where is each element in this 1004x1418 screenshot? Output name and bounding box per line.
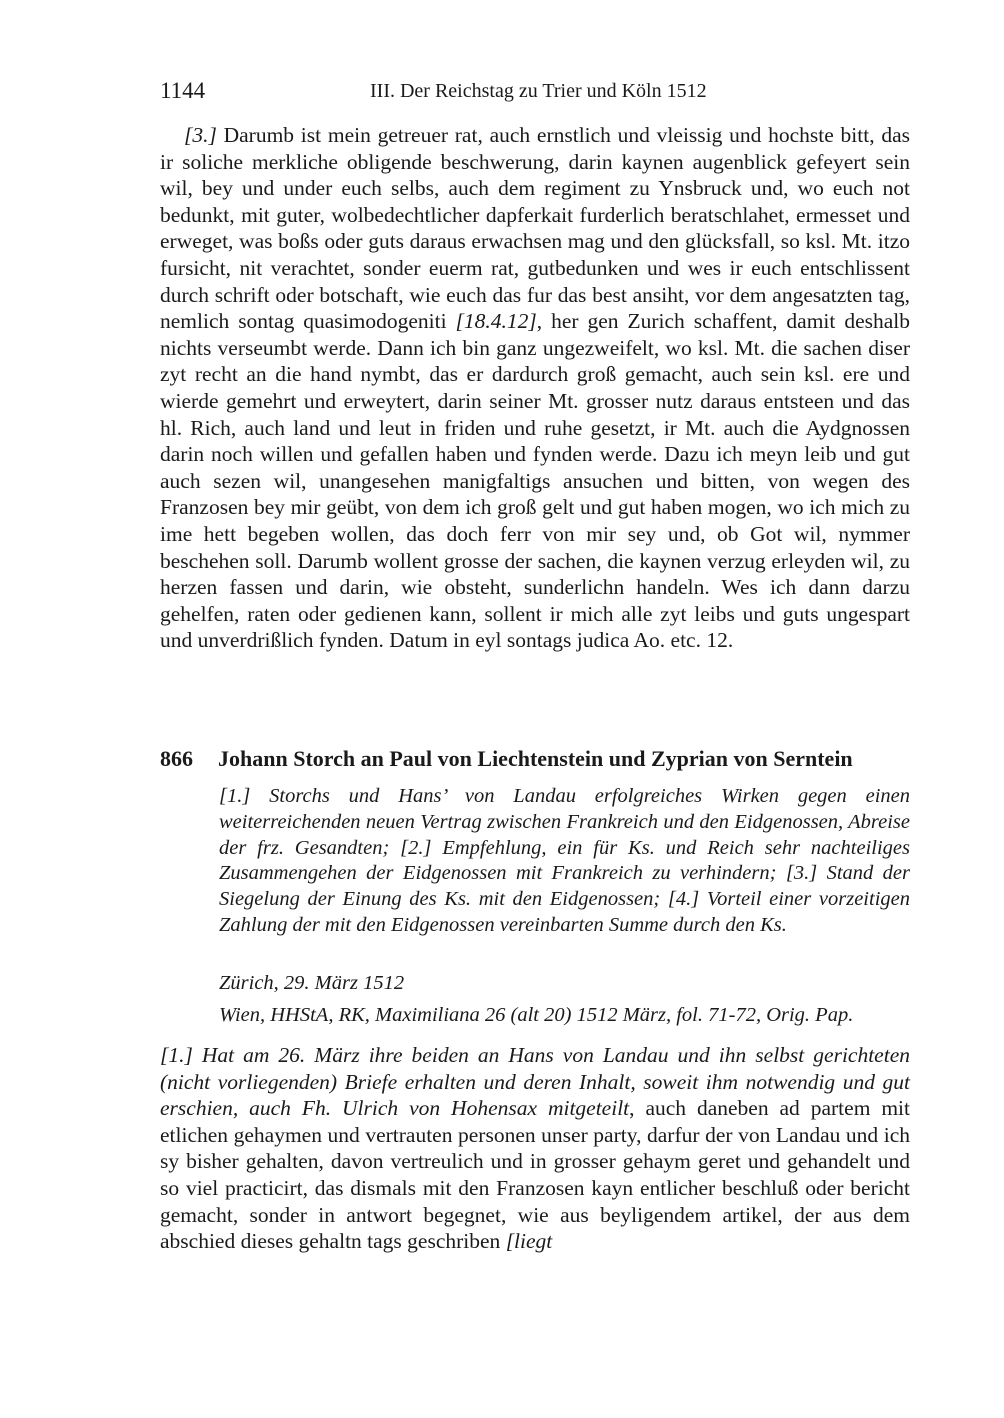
entry-source: Wien, HHStA, RK, Maximiliana 26 (alt 20) 1512 März, fol. 71-72, Orig. Pap. [219,1004,854,1026]
body-paragraph-2 [160,1042,910,1255]
paragraph-text: , her gen Zurich schaffent, damit deshalb nichts verseumbt werde. Dann ich bin ganz ungezweifelt, wo ksl. Mt. die sachen diser zyt recht an die hand nymbt, das er dardurch groß gemacht, auch sein ksl. ere und wierde gemehrt und erweytert, darin seiner Mt. grosser nutz daraus entsteen und das hl. Rich, auch land und leut in friden und ruhe gesetzt, ir Mt. auch die Aydgnossen darin noch willen und gefallen haben und fynden werde. Dazu ich meyn leib und gut auch sezen wil, unangesehen manigfaltigs ansuchen und bitten, von wegen des Franzosen bey mir geübt, von dem ich groß gelt und gut haben mogen, wo ich mich zu ime hett begeben wollen, das doch ferr von mir sey und, ob Got wil, nymmer beschehen soll. Darumb wollent grosse der sachen, die kaynen verzug erleyden wil, zu herzen fassen und darin, wie obsteht, sunderlichn handeln. Wes ich dann darzu gehelfen, raten oder gedienen kann, sollent ir mich alle zyt leibs und guts ungespart und unverdrißlich fynden. Datum in eyl sontags judica Ao. etc. 12. [160,309,910,653]
paragraph-text: , auch daneben ad partem mit etlichen gehaymen und vertrauten personen unser party, darfur der von Landau und ich sy bisher gehalten, davon vertreulich und in grosser gehaym geret und gehandelt und so viel practicirt, das dismals mit den Franzosen kayn entlicher beschluß oder bericht gemacht, sonder in antwort begegnet, wie aus beyligendem artikel, der aus dem abschied dieses gehaltn tags geschriben [160,1096,911,1254]
editorial-note: [liegt [505,1229,553,1254]
entry-number: 866 [160,746,193,771]
running-title: III. Der Reichstag zu Trier und Köln 1512 [370,80,707,102]
section-marker: [3.] [184,123,217,147]
page-header [160,78,910,108]
entry-heading [160,746,920,772]
entry-date: Zürich, 29. März 1512 [219,972,405,994]
page-number: 1144 [160,78,206,103]
entry-regest: [1.] Storchs und Hans’ von Landau erfolgreiches Wirken gegen einen weiterreichenden neuen Vertrag zwischen Frankreich und den Eidgenossen, Abreise der frz. Gesandten; [2.] Empfehlung, ein für Ks. und Reich sehr nachteiliges Zusammengehen der Eidgenossen mit Frankreich zu verhindern; [3.] Stand der Siegelung der Einung des Ks. mit den Eidgenossen; [4.] Vorteil einer vorzeitigen Zahlung der mit den Eidgenossen vereinbarten Summe durch den Ks. [219,785,910,936]
body-paragraph-1 [160,122,910,654]
entry-title: Johann Storch an Paul von Liechtenstein und Zyprian von Serntein [218,746,853,771]
editorial-date: [18.4.12] [455,309,537,334]
editorial-summary: [1.] Hat am 26. März ihre beiden an Hans von Landau und ihn selbst gerichteten (nicht vorliegenden) Briefe erhalten und deren Inhalt, soweit ihm notwendig und gut erschien, auch Fh. Ulrich von Hohensax mitgeteilt [160,1043,910,1121]
paragraph-text: Darumb ist mein getreuer rat, auch ernstlich und vleissig und hochste bitt, das ir soliche merkliche obligende beschwerung, darin kaynen augenblick gefeyert sein wil, bey und under euch selbs, auch dem regiment zu Ynsbruck und, wo euch not bedunkt, mit guter, wolbedechtlicher dapferkait furderlich beratschlahet, ermesset und erweget, was boßs oder guts daraus erwachsen mag und den glücksfall, so ksl. Mt. itzo fursicht, nit verachtet, sonder euerm rat, gutbedunken und wes ir euch entschlissent durch schrift oder botschaft, wie euch das fur das best ansiht, vor dem angesatzten tag, nemlich sontag quasimodogeniti [160,123,910,334]
